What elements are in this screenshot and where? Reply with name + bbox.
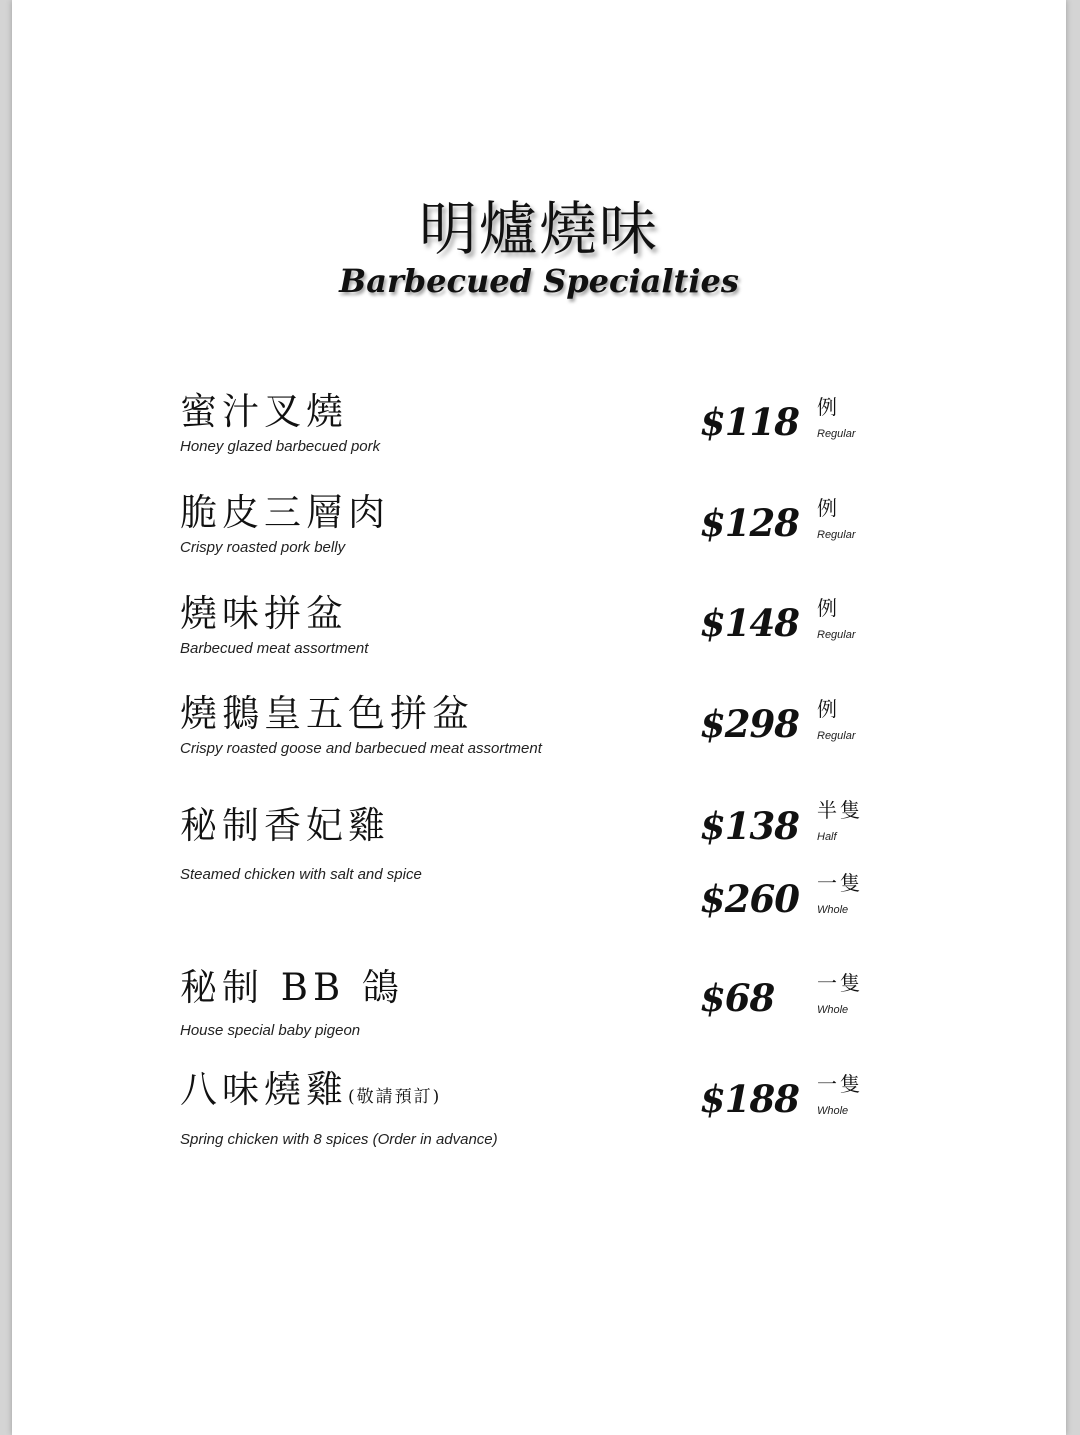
dish-name-chinese [180,1066,498,1121]
portion-chinese: 半隻 [817,798,863,822]
menu-item [180,489,390,556]
menu-item [180,802,422,883]
portion-chinese: 例 [817,395,840,419]
dish-price: $138 [700,804,799,848]
portion-english: Regular [817,428,856,440]
portion-english: Half [817,831,837,843]
dish-name-chinese: 秘制 BB 鴿 [180,966,404,1009]
dish-name-english: Honey glazed barbecued pork [180,438,381,455]
portion-english: Whole [817,1105,849,1117]
dish-name-chinese: 燒鵝皇五色拼盆 [180,692,474,735]
portion-chinese: 一隻 [817,1072,863,1096]
portion-english: Regular [817,529,856,541]
dish-name-english: Spring chicken with 8 spices (Order in advance) [180,1131,498,1148]
dish-price: $260 [700,877,799,921]
menu-item [180,690,542,757]
menu-item [180,964,404,1039]
dish-name-chinese: 燒味拼盆 [180,592,348,635]
dish-price: $118 [700,400,799,444]
dish-name-chinese: 脆皮三層肉 [180,491,390,534]
dish-name-english: Steamed chicken with salt and spice [180,866,422,883]
portion-label [817,394,856,440]
dish-name-english: Crispy roasted goose and barbecued meat assortment [180,740,542,757]
dish-price: $188 [700,1077,799,1121]
portion-chinese: 例 [817,496,840,520]
portion-label [817,595,856,641]
dish-price: $148 [700,601,799,645]
dish-price: $68 [700,976,775,1020]
dish-name-chinese: 蜜汁叉燒 [180,390,348,433]
portion-label [817,495,856,541]
menu-page [12,0,1066,1435]
portion-chinese: 一隻 [817,971,863,995]
portion-english: Regular [817,629,856,641]
portion-label [817,870,863,916]
dish-name-english: Crispy roasted pork belly [180,539,346,556]
portion-english: Regular [817,730,856,742]
dish-name-chinese: 秘制香妃雞 [180,804,390,847]
menu-title-chinese: 明爐燒味 [418,195,659,263]
order-in-advance-note: (敬請預訂) [348,1087,442,1107]
portion-english: Whole [817,904,849,916]
portion-label [817,970,863,1016]
dish-price: $298 [700,702,799,746]
portion-english: Whole [817,1004,849,1016]
dish-name-main: 八味燒雞 [180,1068,348,1111]
dish-name-english: House special baby pigeon [180,1022,361,1039]
dish-name-english: Barbecued meat assortment [180,640,369,657]
portion-label [817,797,863,843]
menu-title-english: Barbecued Specialties [339,262,739,300]
portion-chinese: 例 [817,697,840,721]
portion-label [817,1071,863,1117]
portion-chinese: 一隻 [817,871,863,895]
menu-item [180,1066,498,1148]
dish-price: $128 [700,501,799,545]
menu-item [180,388,380,455]
portion-chinese: 例 [817,596,840,620]
portion-label [817,696,856,742]
menu-item [180,590,368,657]
